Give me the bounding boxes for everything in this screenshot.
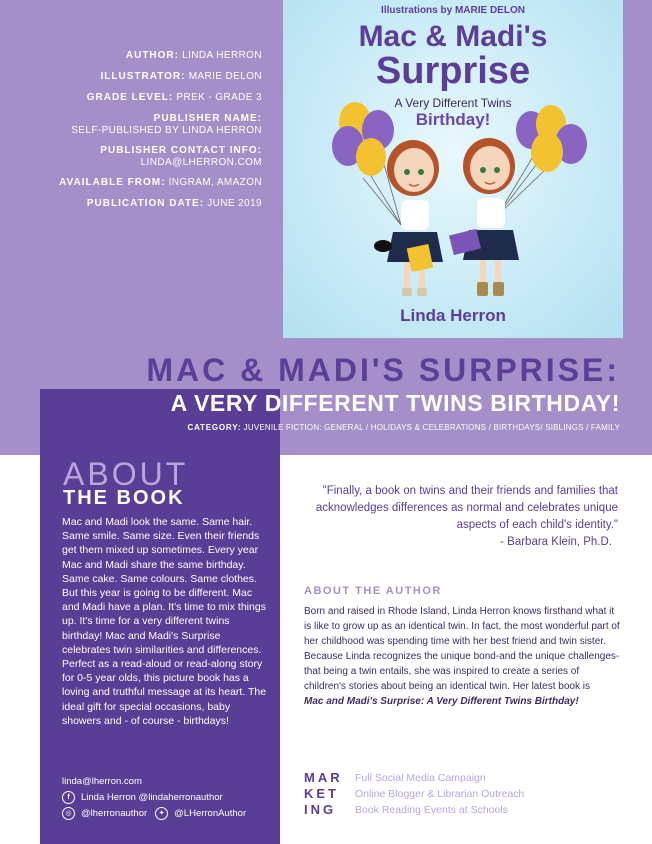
quote-text: "Finally, a book on twins and their friends and families that acknowledges differences as normal and celebrates unique aspects of each child's identity.": [315, 485, 618, 531]
the-book-heading: THE BOOK: [63, 487, 185, 509]
about-book-text: Mac and Madi look the same. Same hair. Same smile. Same size. Even their friends get them mixed up sometimes. Every year Mac and Madi share the same birthday. Same cake. Same colours. Same clothes. But this year is going to be different. Mac and Madi have a plan. It's time to mix things up. It's time for a very different twins birthday! Mac and Madi's Surprise celebrates twin similarities and differences. Perfect as a read-aloud or read-along story for 0-5 year olds, this picture book has a loving and truthful message at its heart. The ideal gift for special occasions, baby showers and - of course - birthdays!: [62, 516, 267, 727]
marketing-item: Online Blogger & Librarian Outreach: [355, 788, 525, 800]
cover-illustrator-credit: Illustrations by MARIE DELON: [381, 5, 525, 16]
meta-publication-date: PUBLICATION DATE: JUNE 2019: [86, 198, 262, 209]
endorsement-quote: [300, 483, 618, 551]
marketing-item: Book Reading Events at Schools: [355, 804, 508, 816]
book-subtitle: A VERY DIFFERENT TWINS BIRTHDAY!: [170, 390, 620, 416]
cover-title-line2: Surprise: [375, 50, 531, 92]
meta-author: AUTHOR: LINDA HERRON: [125, 50, 262, 61]
marketing-heading: MAR KET ING: [304, 770, 343, 817]
meta-available-from: AVAILABLE FROM: INGRAM, AMAZON: [59, 177, 262, 188]
quote-attribution: - Barbara Klein, Ph.D.: [500, 536, 612, 548]
cover-title-line1: Mac & Madi's: [358, 20, 548, 53]
contact-email[interactable]: linda@lherron.com: [62, 776, 142, 787]
book-metadata: [40, 50, 262, 219]
about-author-text: Born and raised in Rhode Island, Linda Herron knows firsthand what it is like to grow up as an identical twin. In fact, the most wonderful part of her childhood was spending time with her best friend and twin sister. Because Linda recognizes the unique bond-and the unique challenges-that being a twin entails, she was inspired to create a series of children's stories about being an identical twin. Her latest book is Mac and Madi's Surprise: A Very Different Twins Birthday!: [304, 606, 620, 707]
contact-facebook[interactable]: f Linda Herron @lindaherronauthor: [62, 790, 274, 806]
cover-author: Linda Herron: [400, 306, 506, 325]
contact-twitter[interactable]: @LHerronAuthor: [174, 808, 247, 819]
twitter-icon: ✦: [155, 807, 168, 820]
meta-illustrator: ILLUSTRATOR: MARIE DELON: [100, 71, 262, 82]
instagram-icon: ◎: [62, 807, 75, 820]
book-category: CATEGORY: JUVENILE FICTION: GENERAL / HOLIDAYS & CELEBRATIONS / BIRTHDAYS/ SIBLINGS / FAMILY: [187, 423, 620, 432]
meta-publisher-name: PUBLISHER NAME: SELF-PUBLISHED BY LINDA HERRON: [71, 113, 262, 136]
twin-right: [449, 138, 519, 296]
about-heading: ABOUT: [63, 456, 189, 492]
meta-grade-level: GRADE LEVEL: PREK - GRADE 3: [86, 92, 262, 103]
cover-subtitle-line2: Birthday!: [415, 110, 491, 129]
contact-instagram[interactable]: @lherronauthor: [81, 808, 148, 819]
book-cover: [283, 0, 623, 338]
marketing-list: [355, 770, 524, 818]
meta-publisher-contact: PUBLISHER CONTACT INFO: LINDA@LHERRON.COM: [100, 145, 262, 168]
cover-subtitle-line1: A Very Different Twins: [394, 96, 512, 110]
contact-social-row: [62, 806, 274, 822]
facebook-icon: f: [62, 791, 75, 804]
author-latest-book: Mac and Madi's Surprise: A Very Different Twins Birthday!: [304, 696, 579, 707]
contact-info: [62, 774, 274, 822]
book-title: MAC & MADI'S SURPRISE:: [146, 352, 620, 388]
about-author-heading: ABOUT THE AUTHOR: [304, 585, 442, 597]
marketing-item: Full Social Media Campaign: [355, 772, 486, 784]
